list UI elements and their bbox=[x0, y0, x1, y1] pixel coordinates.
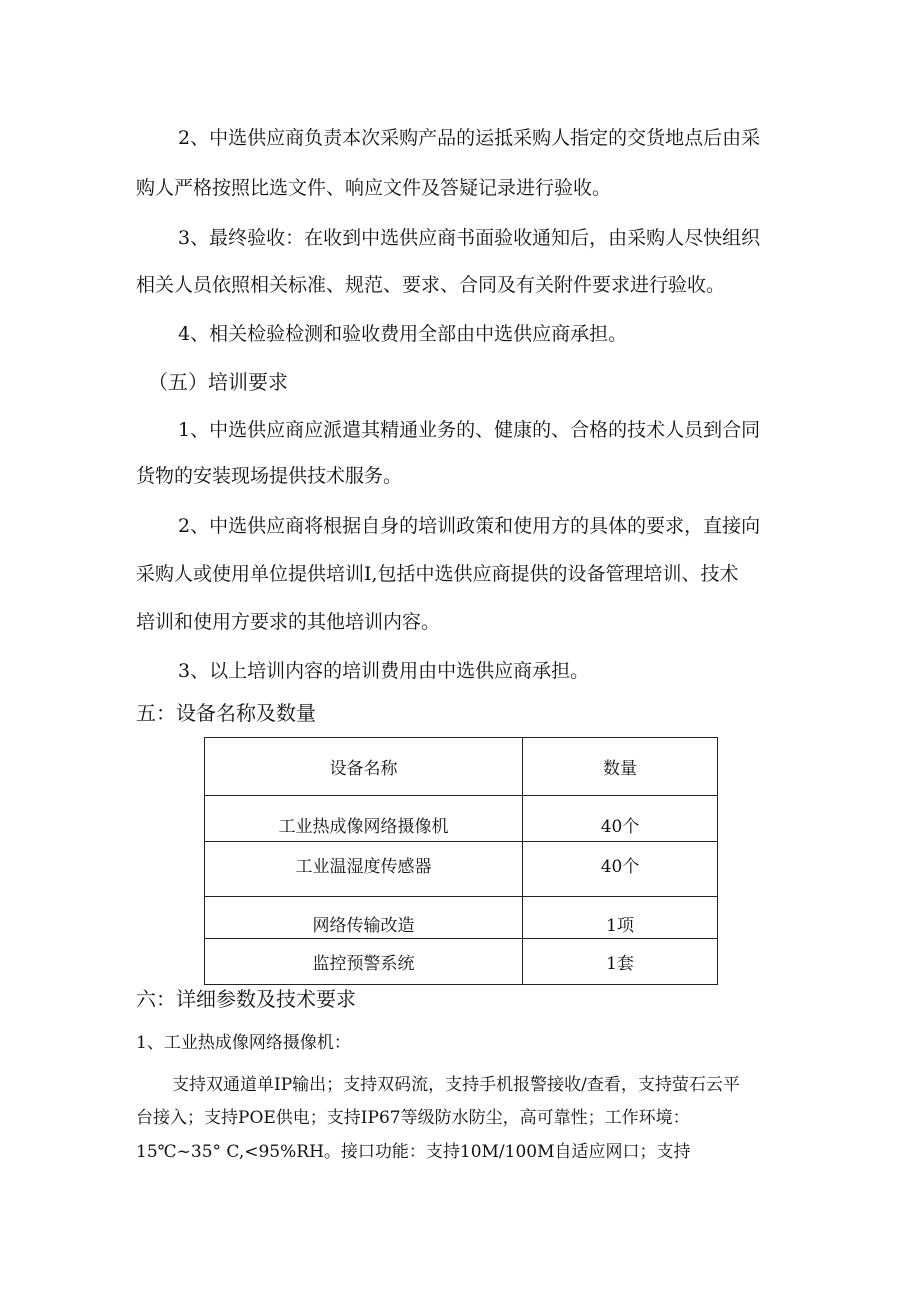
training-heading: （五）培训要求 bbox=[148, 370, 288, 394]
equipment-name-cell: 工业热成像网络摄像机 bbox=[205, 796, 523, 842]
acceptance-p3-line2: 相关人员依照相关标准、规范、要求、合同及有关附件要求进行验收。 bbox=[136, 274, 726, 296]
equipment-name-cell: 监控预警系统 bbox=[205, 939, 523, 985]
equipment-qty-cell: 40个 bbox=[523, 842, 718, 897]
training-p2-line1: 2、中选供应商将根据自身的培训政策和使用方的具体的要求，直接向 bbox=[178, 515, 761, 537]
training-p1-line1: 1、中选供应商应派遣其精通业务的、健康的、合格的技术人员到合同 bbox=[178, 419, 761, 441]
table-row bbox=[205, 897, 718, 939]
table-row bbox=[205, 796, 718, 842]
equipment-name-cell: 网络传输改造 bbox=[205, 897, 523, 939]
column-header-name: 设备名称 bbox=[205, 738, 523, 796]
camera-item-title: 1、工业热成像网络摄像机： bbox=[136, 1033, 351, 1053]
camera-spec-line3: 15℃~35° C,<95%RH。接口功能：支持10M/100M自适应网口；支持 bbox=[136, 1142, 691, 1162]
training-p1-line2: 货物的安装现场提供技术服务。 bbox=[136, 465, 403, 487]
equipment-table bbox=[204, 737, 718, 985]
equipment-qty-cell: 1套 bbox=[523, 939, 718, 985]
camera-spec-line1: 支持双通道单IP输出；支持双码流，支持手机报警接收/查看，支持萤石云平 bbox=[172, 1075, 740, 1095]
equipment-qty-cell: 1项 bbox=[523, 897, 718, 939]
acceptance-p2-line2: 购人严格按照比选文件、响应文件及答疑记录进行验收。 bbox=[136, 177, 612, 199]
training-p2-line2: 采购人或使用单位提供培训I,包括中选供应商提供的设备管理培训、技术 bbox=[136, 563, 739, 585]
table-header-row bbox=[205, 738, 718, 796]
training-p2-line3: 培训和使用方要求的其他培训内容。 bbox=[136, 611, 441, 633]
acceptance-p3-line1: 3、最终验收：在收到中选供应商书面验收通知后，由采购人尽快组织 bbox=[178, 227, 761, 249]
table-row bbox=[205, 939, 718, 985]
camera-spec-line2: 台接入；支持POE供电；支持IP67等级防水防尘，高可靠性；工作环境： bbox=[136, 1108, 690, 1128]
acceptance-p4: 4、相关检验检测和验收费用全部由中选供应商承担。 bbox=[178, 323, 628, 345]
acceptance-p2-line1: 2、中选供应商负责本次采购产品的运抵采购人指定的交货地点后由采 bbox=[178, 127, 761, 149]
equipment-qty-cell: 40个 bbox=[523, 796, 718, 842]
equipment-name-cell: 工业温湿度传感器 bbox=[205, 842, 523, 897]
table-row bbox=[205, 842, 718, 897]
equipment-heading: 五：设备名称及数量 bbox=[136, 701, 316, 725]
params-heading: 六：详细参数及技术要求 bbox=[136, 987, 356, 1011]
training-p3: 3、以上培训内容的培训费用由中选供应商承担。 bbox=[178, 660, 590, 682]
column-header-qty: 数量 bbox=[523, 738, 718, 796]
